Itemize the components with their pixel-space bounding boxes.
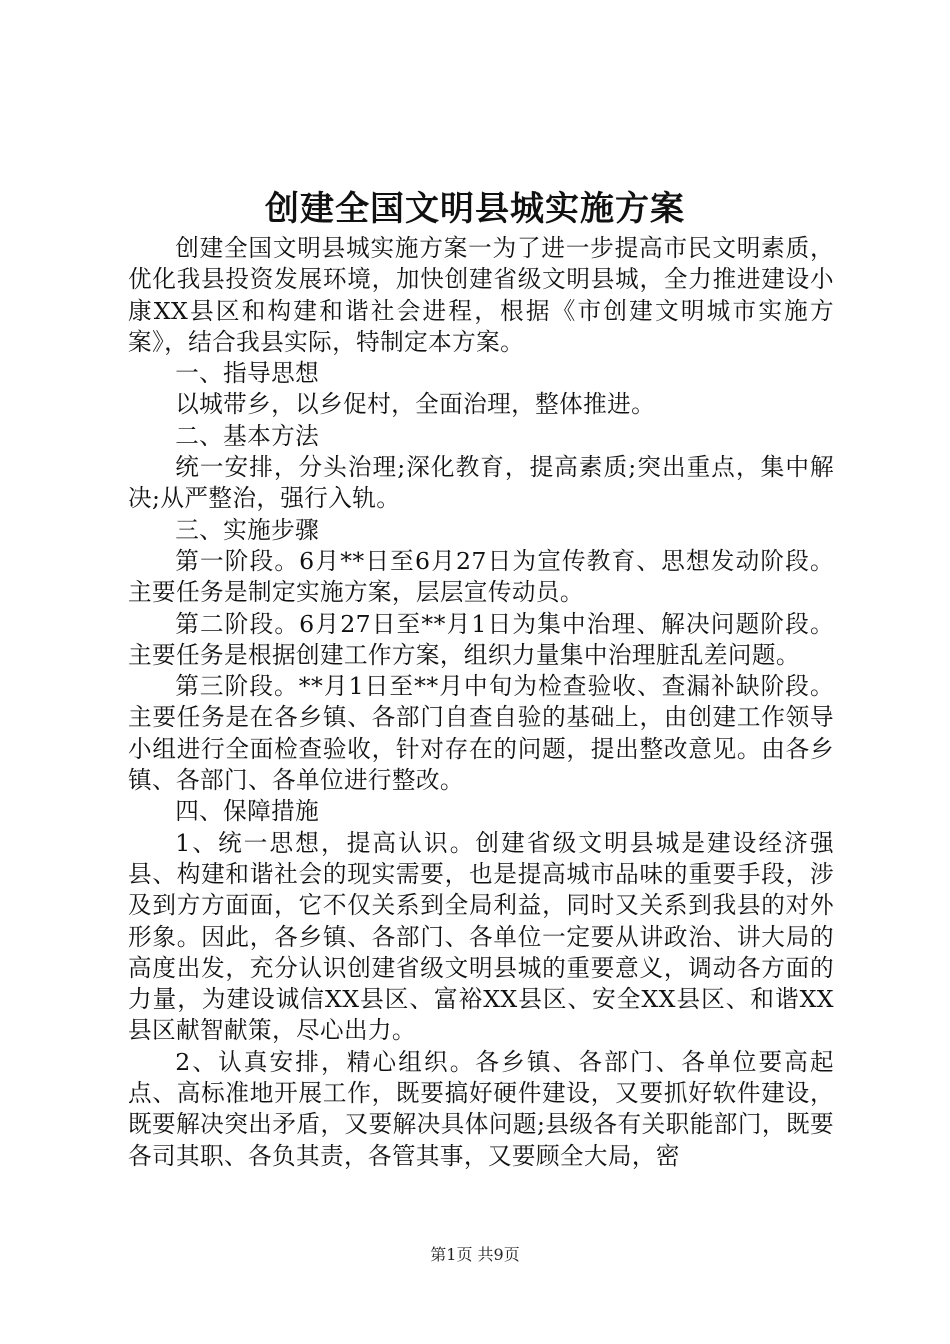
phase-three-paragraph: 第三阶段。**月1日至**月中旬为检查验收、查漏补缺阶段。主要任务是在各乡镇、各部门自查自验的基础上，由创建工作领导小组进行全面检查验收，针对存在的问题，提出整改意见。由各乡镇、各部门、各单位进行整改。 [128, 672, 834, 795]
basic-methods-paragraph: 统一安排，分头治理;深化教育，提高素质;突出重点，集中解决;从严整治，强行入轨。 [128, 453, 834, 513]
phase-two-paragraph: 第二阶段。6月27日至**月1日为集中治理、解决问题阶段。主要任务是根据创建工作方案，组织力量集中治理脏乱差问题。 [128, 609, 834, 669]
section-heading-safeguards: 四、保障措施 [175, 797, 320, 826]
intro-paragraph: 创建全国文明县城实施方案一为了进一步提高市民文明素质，优化我县投资发展环境，加快创建省级文明县城，全力推进建设小康XX县区和构建和谐社会进程，根据《市创建文明城市实施方案》，结合我县实际，特制定本方案。 [128, 234, 834, 356]
safeguard-two-paragraph: 2、认真安排，精心组织。各乡镇、各部门、各单位要高起点、高标准地开展工作，既要搞好硬件建设，又要抓好软件建设，既要解决突出矛盾，又要解决具体问题;县级各有关职能部门，既要各司其职、各负其责，各管其事，又要顾全大局，密 [128, 1047, 834, 1170]
document-title: 创建全国文明县城实施方案 [265, 189, 685, 229]
section-heading-basic-methods: 二、基本方法 [175, 421, 320, 450]
section-heading-guiding-ideology: 一、指导思想 [175, 359, 320, 388]
safeguard-one-paragraph: 1、统一思想，提高认识。创建省级文明县城是建设经济强县、构建和谐社会的现实需要，也是提高城市品味的重要手段，涉及到方方面面，它不仅关系到全局利益，同时又关系到我县的对外形象。因此，各乡镇、各部门、各单位一定要从讲政治、讲大局的高度出发，充分认识创建省级文明县城的重要意义，调动各方面的力量，为建设诚信XX县区、富裕XX县区、安全XX县区、和谐XX县区献智献策，尽心出力。 [128, 828, 834, 1045]
document-body [128, 233, 834, 1172]
phase-one-paragraph: 第一阶段。6月**日至6月27日为宣传教育、思想发动阶段。主要任务是制定实施方案，层层宣传动员。 [128, 546, 834, 607]
guiding-ideology-paragraph: 以城带乡，以乡促村，全面治理，整体推进。 [175, 390, 656, 419]
section-heading-implementation-steps: 三、实施步骤 [175, 515, 320, 544]
page-number-footer: 第1页 共9页 [430, 1245, 520, 1264]
